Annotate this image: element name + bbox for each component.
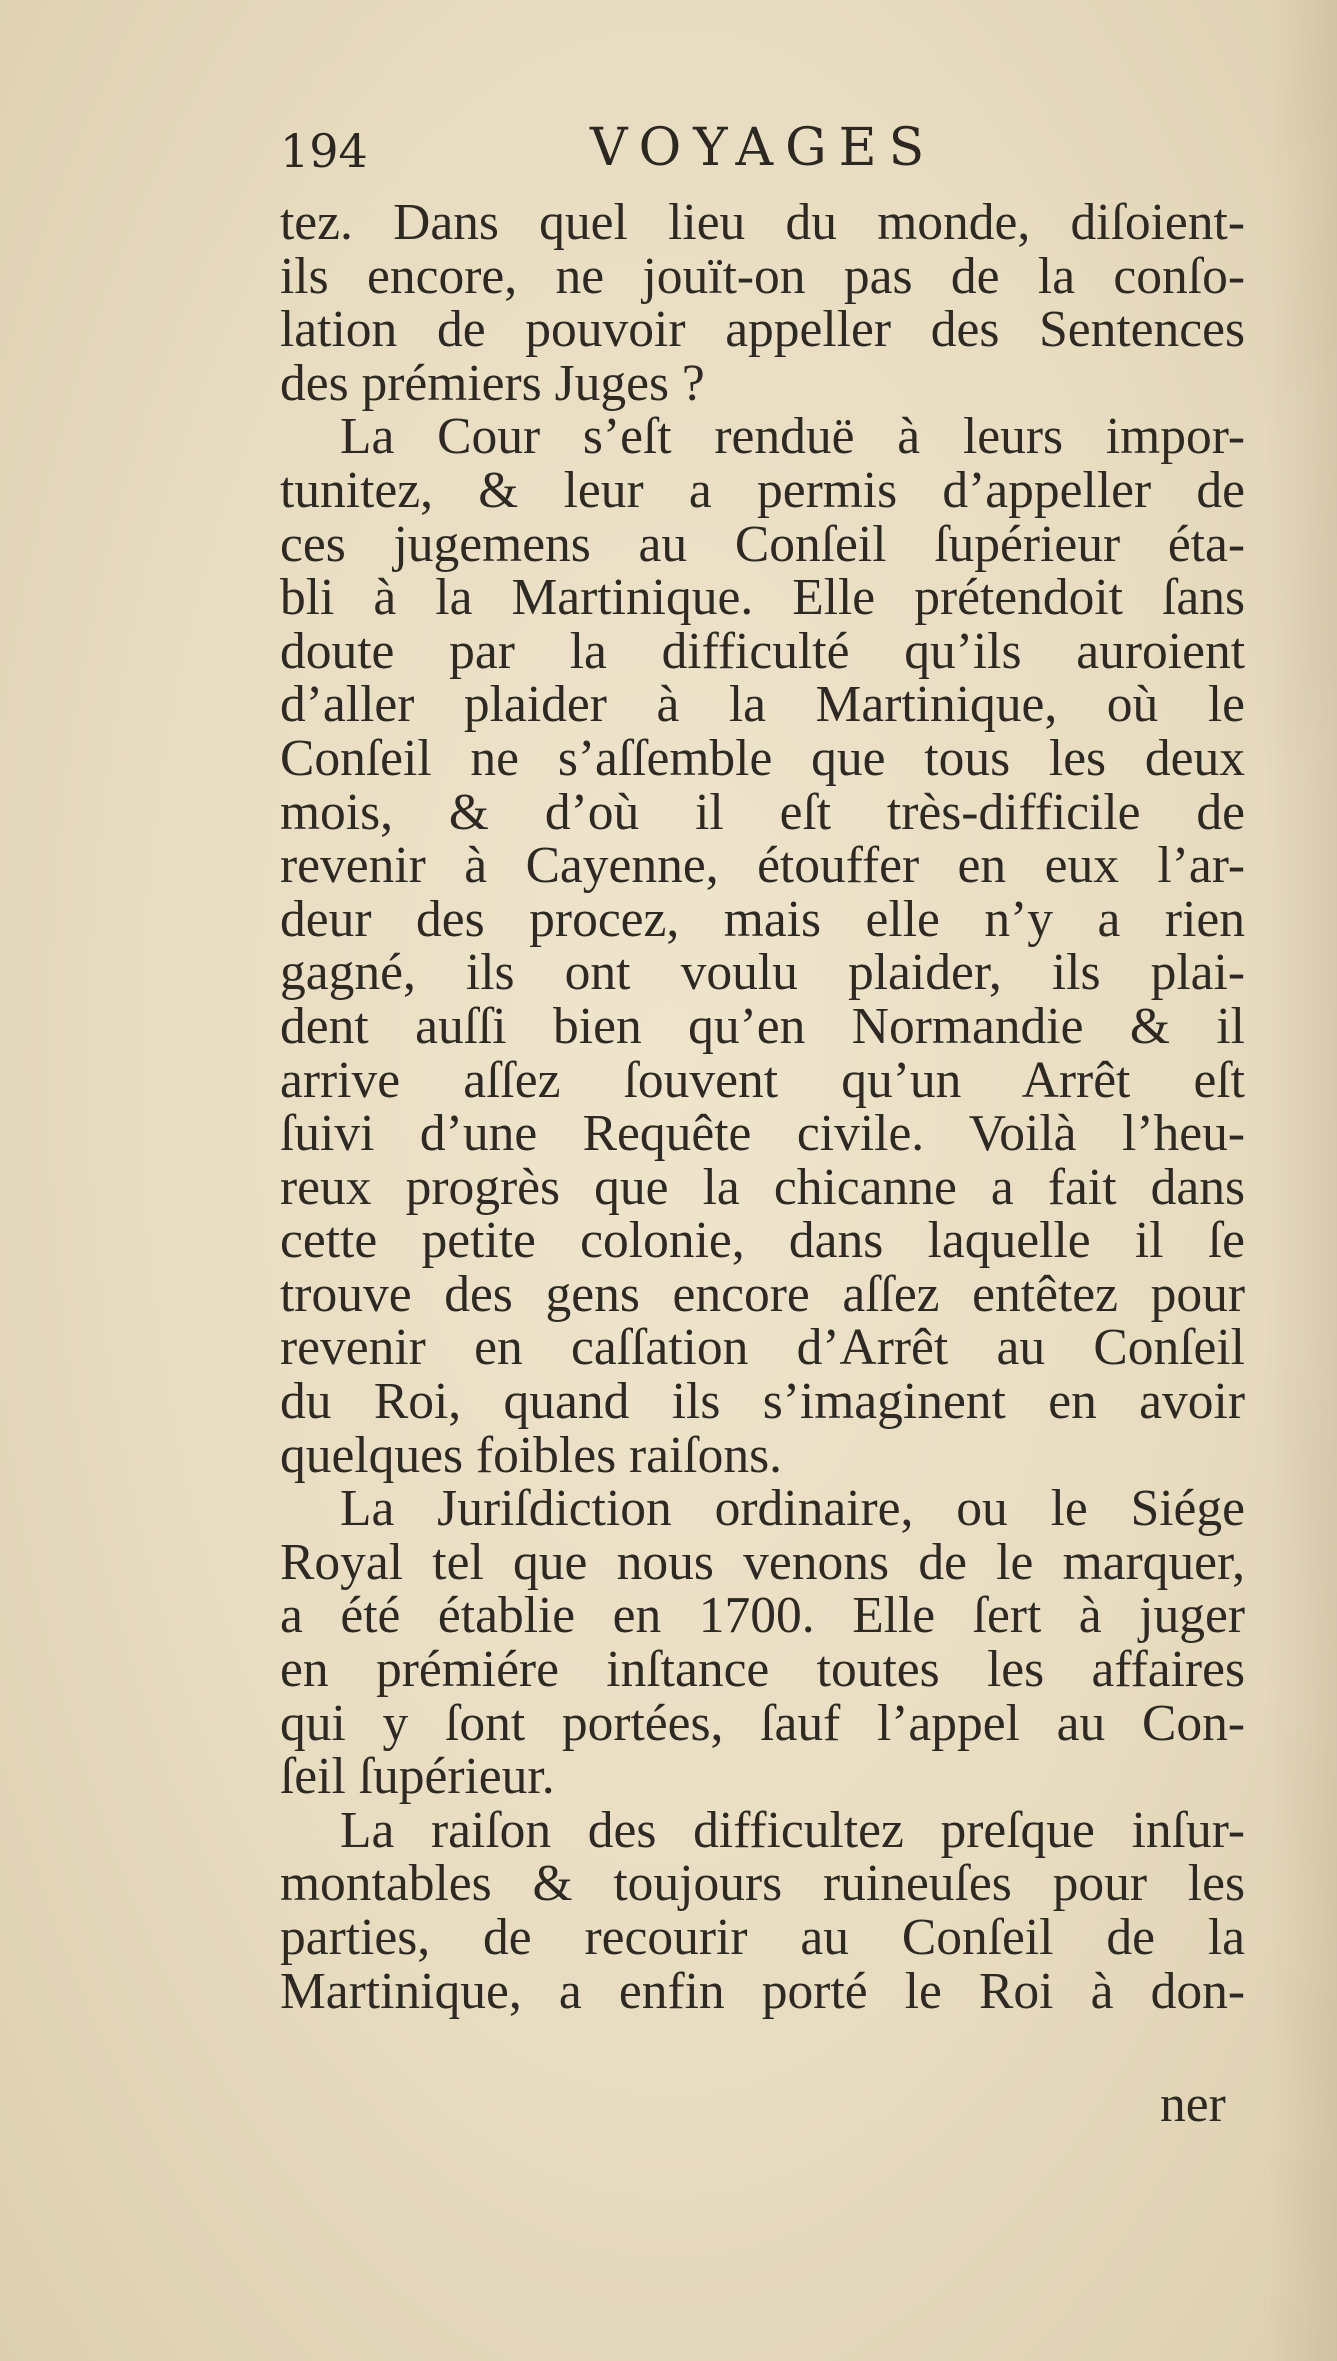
text-line: tez. Dans quel lieu du monde, diſoient- xyxy=(280,194,1245,251)
body-text xyxy=(280,196,1245,2018)
text-line: revenir à Cayenne, étouffer en eux l’ar- xyxy=(280,837,1245,895)
text-line: mois, & d’où il eſt très-difficile de xyxy=(280,783,1245,841)
running-head: VOYAGES xyxy=(590,118,937,178)
text-line: cette petite colonie, dans laquelle il ſe xyxy=(280,1212,1245,1270)
text-line: a été établie en 1700. Elle ſert à juger xyxy=(280,1587,1245,1645)
text-line: bli à la Martinique. Elle prétendoit ſans xyxy=(280,569,1245,627)
text-line: ſeil ſupérieur. xyxy=(280,1748,555,1806)
text-line: revenir en caſſation d’Arrêt au Conſeil xyxy=(280,1319,1245,1377)
text-line: Royal tel que nous venons de le marquer, xyxy=(280,1533,1245,1591)
text-line: ſuivi d’une Requête civile. Voilà l’heu- xyxy=(280,1105,1245,1163)
catchword: ner xyxy=(1160,2076,1226,2133)
text-line: quelques foibles raiſons. xyxy=(280,1426,783,1484)
text-line: en prémiére inſtance toutes les affaires xyxy=(280,1641,1245,1699)
text-line: Martinique, a enfin porté le Roi à don- xyxy=(280,1962,1245,2020)
text-line: tunitez, & leur a permis d’appeller de xyxy=(280,461,1245,519)
text-line: trouve des gens encore aſſez entêtez pour xyxy=(280,1265,1245,1323)
text-line: Conſeil ne s’aſſemble que tous les deux xyxy=(280,729,1245,787)
text-line: ces jugemens au Conſeil ſupérieur éta- xyxy=(280,515,1245,573)
page-number: 194 xyxy=(280,124,368,178)
text-line: du Roi, quand ils s’imaginent en avoir xyxy=(280,1373,1245,1431)
text-line: qui y ſont portées, ſauf l’appel au Con- xyxy=(280,1694,1245,1752)
text-line: La raiſon des difficultez preſque inſur- xyxy=(340,1801,1245,1859)
text-line: dent auſſi bien qu’en Normandie & il xyxy=(280,997,1245,1055)
text-line: ils encore, ne jouït-on pas de la conſo- xyxy=(280,247,1245,305)
text-line: des prémiers Juges ? xyxy=(280,354,705,412)
text-line: arrive aſſez ſouvent qu’un Arrêt eſt xyxy=(280,1051,1245,1109)
text-line: parties, de recourir au Conſeil de la xyxy=(280,1909,1245,1966)
text-line: lation de pouvoir appeller des Sentences xyxy=(280,301,1245,359)
text-line: La Cour s’eſt renduë à leurs impor- xyxy=(340,408,1245,466)
text-line: deur des procez, mais elle n’y a rien xyxy=(280,890,1245,948)
text-line: montables & toujours ruineuſes pour les xyxy=(280,1855,1245,1913)
page-header xyxy=(280,118,1260,190)
text-line: reux progrès que la chicanne a fait dans xyxy=(280,1158,1245,1216)
text-line: gagné, ils ont voulu plaider, ils plai- xyxy=(280,944,1245,1002)
text-line: La Juriſdiction ordinaire, ou le Siége xyxy=(340,1480,1245,1538)
text-line: doute par la difficulté qu’ils auroient xyxy=(280,622,1245,680)
text-line: d’aller plaider à la Martinique, où le xyxy=(280,676,1245,734)
